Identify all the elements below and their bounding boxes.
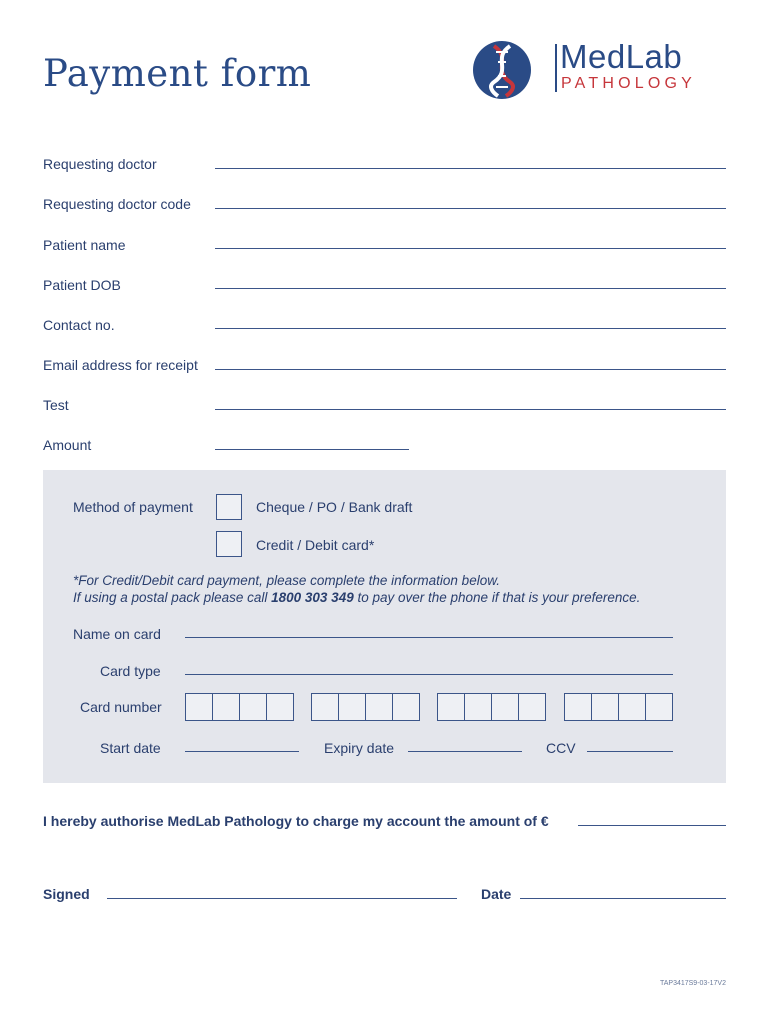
patient-name-row — [43, 237, 726, 261]
patient-dob-field[interactable] — [215, 288, 726, 289]
test-label: Test — [43, 397, 69, 413]
amount-label: Amount — [43, 437, 92, 453]
card-digit-box[interactable] — [619, 694, 646, 720]
form-reference: TAP3417S9-03-17V2 — [659, 980, 726, 987]
card-number-group-3 — [437, 693, 546, 721]
email-label: Email address for receipt — [43, 357, 198, 373]
patient-dob-row — [43, 277, 726, 301]
card-digit-box[interactable] — [240, 694, 267, 720]
signature-field[interactable] — [107, 898, 457, 899]
patient-name-label: Patient name — [43, 237, 126, 253]
test-row — [43, 397, 726, 421]
card-option-label: Credit / Debit card* — [256, 537, 375, 553]
patient-name-field[interactable] — [215, 248, 726, 249]
card-type-label: Card type — [100, 663, 161, 679]
card-number-group-2 — [311, 693, 420, 721]
requesting-doctor-code-label: Requesting doctor code — [43, 196, 191, 212]
card-note-line2 — [73, 590, 640, 605]
requesting-doctor-code-field[interactable] — [215, 208, 726, 209]
card-digit-box[interactable] — [592, 694, 619, 720]
card-digit-box[interactable] — [646, 694, 672, 720]
card-digit-box[interactable] — [438, 694, 465, 720]
start-date-label: Start date — [100, 740, 161, 756]
requesting-doctor-label: Requesting doctor — [43, 156, 157, 172]
name-on-card-field[interactable] — [185, 637, 673, 638]
amount-row — [43, 437, 726, 461]
logo-subtitle: PATHOLOGY — [561, 75, 697, 92]
phone-number: 1800 303 349 — [271, 590, 354, 605]
card-checkbox[interactable] — [216, 531, 242, 557]
card-digit-box[interactable] — [267, 694, 293, 720]
patient-dob-label: Patient DOB — [43, 277, 121, 293]
card-type-field[interactable] — [185, 674, 673, 675]
date-field[interactable] — [520, 898, 726, 899]
card-digit-box[interactable] — [366, 694, 393, 720]
card-digit-box[interactable] — [186, 694, 213, 720]
card-digit-box[interactable] — [565, 694, 592, 720]
authorise-text: I hereby authorise MedLab Pathology to charge my account the amount of € — [43, 813, 549, 829]
amount-field[interactable] — [215, 449, 409, 450]
payment-panel — [43, 470, 726, 783]
cheque-option-label: Cheque / PO / Bank draft — [256, 499, 413, 515]
dna-logo-icon — [472, 40, 532, 100]
date-label: Date — [481, 886, 512, 902]
requesting-doctor-code-row — [43, 196, 726, 220]
start-date-field[interactable] — [185, 751, 299, 752]
card-digit-box[interactable] — [492, 694, 519, 720]
card-note-line1: *For Credit/Debit card payment, please complete the information below. — [73, 573, 500, 588]
method-of-payment-label: Method of payment — [73, 499, 193, 515]
cheque-checkbox[interactable] — [216, 494, 242, 520]
expiry-date-field[interactable] — [408, 751, 522, 752]
requesting-doctor-field[interactable] — [215, 168, 726, 169]
card-digit-box[interactable] — [339, 694, 366, 720]
expiry-date-label: Expiry date — [324, 740, 395, 756]
ccv-field[interactable] — [587, 751, 673, 752]
note-post: to pay over the phone if that is your preference. — [353, 590, 641, 605]
medlab-logo — [472, 38, 732, 100]
test-field[interactable] — [215, 409, 726, 410]
card-digit-box[interactable] — [213, 694, 240, 720]
requesting-doctor-row — [43, 156, 726, 180]
card-number-group-4 — [564, 693, 673, 721]
logo-name: MedLab — [560, 38, 683, 75]
logo-divider — [555, 44, 557, 92]
authorise-amount-field[interactable] — [578, 825, 726, 826]
name-on-card-label: Name on card — [73, 626, 161, 642]
contact-no-label: Contact no. — [43, 317, 115, 333]
card-number-group-1 — [185, 693, 294, 721]
note-pre: If using a postal pack please call — [73, 590, 272, 605]
ccv-label: CCV — [546, 740, 576, 756]
page-title: Payment form — [43, 52, 312, 95]
card-number-label: Card number — [80, 699, 162, 715]
signed-label: Signed — [43, 886, 90, 902]
contact-no-field[interactable] — [215, 328, 726, 329]
card-digit-box[interactable] — [465, 694, 492, 720]
email-field[interactable] — [215, 369, 726, 370]
card-digit-box[interactable] — [312, 694, 339, 720]
email-row — [43, 357, 726, 381]
contact-no-row — [43, 317, 726, 341]
card-digit-box[interactable] — [519, 694, 545, 720]
card-digit-box[interactable] — [393, 694, 419, 720]
